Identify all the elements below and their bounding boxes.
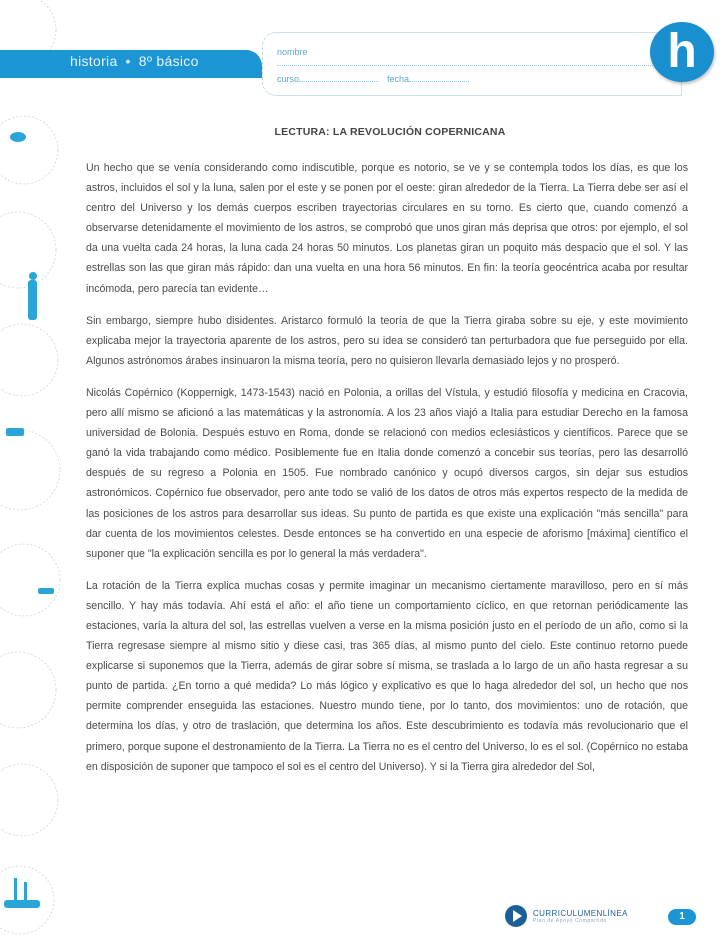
figure-icon [28,280,37,320]
decorative-side-strip [0,0,62,939]
student-info-form [262,32,682,96]
brand-name: CURRICULUMENLÍNEA [533,908,628,918]
paragraph: Un hecho que se venía considerando como indiscutible, porque es notorio, se ve y se contempla todos los días, es que los astros, incluidos el sol y la luna, salen por el este y se ponen por el oeste: giran alrededor de la Tierra. La Tierra debe ser así el centro del Universo y los demás cuerpos escriben trayectorias circulares en su torno. Es cierto que, cuando comenzó a observarse detenidamente el movimiento de los astros, se comprobó que unos giran más deprisa que otros: por ejemplo, el sol da una vuelta cada 24 horas, la luna cada 24 horas 50 minutos. Los planetas giran un poquito más despacio que el sol. Y las estrellas son las que giran más rápido: dan una vuelta en una hora 56 minutos. En fin: la teoría geocéntrica acaba por resultar incómoda, pero parecía tan evidente… [86,162,688,295]
subject-label: historia [70,53,118,69]
document-title: LECTURA: LA REVOLUCIÓN COPERNICANA [274,126,506,138]
crown-icon [6,428,24,436]
fecha-label: fecha [387,74,410,84]
caravel-icon [4,900,40,908]
history-logo-icon: h [650,22,714,82]
footer-brand [505,905,628,927]
curso-field[interactable] [277,73,379,84]
grade-label: 8º básico [138,53,199,69]
paragraph: La rotación de la Tierra explica muchas cosas y permite imaginar un mecanismo ciertamente maravilloso, pero en sí más sencillo. Y hay más todavía. Ahí está el año: el año tiene un comportamiento cíclico, en que retornan periódicamente las estaciones, varía la altura del sol, las estrellas vuelven a verse en la misma posición justo en el período de un año, como si la Tierra regresase siempre al mismo sitio y diese casi, tras 365 días, al mismo punto del cielo. Este continuo retorno puede explicarse si suponemos que la Tierra, además de girar sobre sí misma, se traslada a lo largo de un año hasta regresar a su punto de partida. ¿En torno a qué medida? Lo más lógico y explicativo es que lo haga alrededor del sol, un hecho que nos permite comprender enseguida las estaciones. Nuestro mundo tiene, por lo tanto, dos movimientos: uno de rotación, que determina los días, y otro de traslación, que determina los años. Este descubrimiento es todavía más revolucionario que el primero, porque supone el destronamiento de la Tierra. La Tierra no es el centro del Universo, lo es el sol. (Copérnico no estaba en disposición de suponer que tampoco el sol es el centro del Universo). Y si la Tierra gira alrededor del Sol, [86,579,688,773]
subject-grade-label [70,53,199,69]
page-number-badge: 1 [668,909,696,925]
fecha-field[interactable] [387,73,469,84]
nombre-label: nombre [277,47,308,57]
brand-tagline: Plan de Apoyo Compartido [533,917,607,924]
curso-label: curso [277,74,300,84]
nombre-field[interactable] [277,47,681,68]
separator: • [125,53,131,69]
curso-input-line[interactable] [299,73,379,82]
fecha-input-line[interactable] [409,73,469,82]
nombre-input-line[interactable] [277,57,657,66]
curriculum-play-icon [505,905,527,927]
reading-body [86,158,688,789]
paragraph: Nicolás Copérnico (Koppernigk, 1473-1543) nació en Polonia, a orillas del Vístula, y estudió filosofía y medicina en Cracovia, pero allí mismo se aficionó a las matemáticas y la astronomía. A los 23 años viajó a Italia para estudiar Derecho en la famosa universidad de Bolonia. Después estuvo en Roma, donde se relacionó con medios eclesiásticos y científicos. Parece que se ganó la vida trabajando como médico. Posiblemente fue en Italia donde comenzó a concebir sus teorías, pero las desarrolló después de su regreso a Polonia en 1505. Fue nombrado canónico y ocupó diversos cargos, sin dejar sus estudios astronómicos. Copérnico fue observador, pero ante todo se valió de los datos de otros más expertos respecto de la medida de las posiciones de los astros para desarrollar sus ideas. Su punto de partida es que existe una explicación "más sencilla" para dar cuenta de los movimientos celestes. Desde entonces se ha convertido en una especie de aforismo [máxima] científico el suponer que "la explicación sencilla es por lo general la más verdadera". [86,386,688,560]
paragraph: Sin embargo, siempre hubo disidentes. Aristarco formuló la teoría de que la Tierra giraba sobre su eje, y este movimiento explicaba mejor la trayectoria aparente de los astros, pero su idea se consideró tan perturbadora que fue perseguido por ella. Algunos astrónomos árabes insinuaron la misma teoría, pero no quisieron llevarla demasiado lejos y no prosperó. [86,314,688,367]
